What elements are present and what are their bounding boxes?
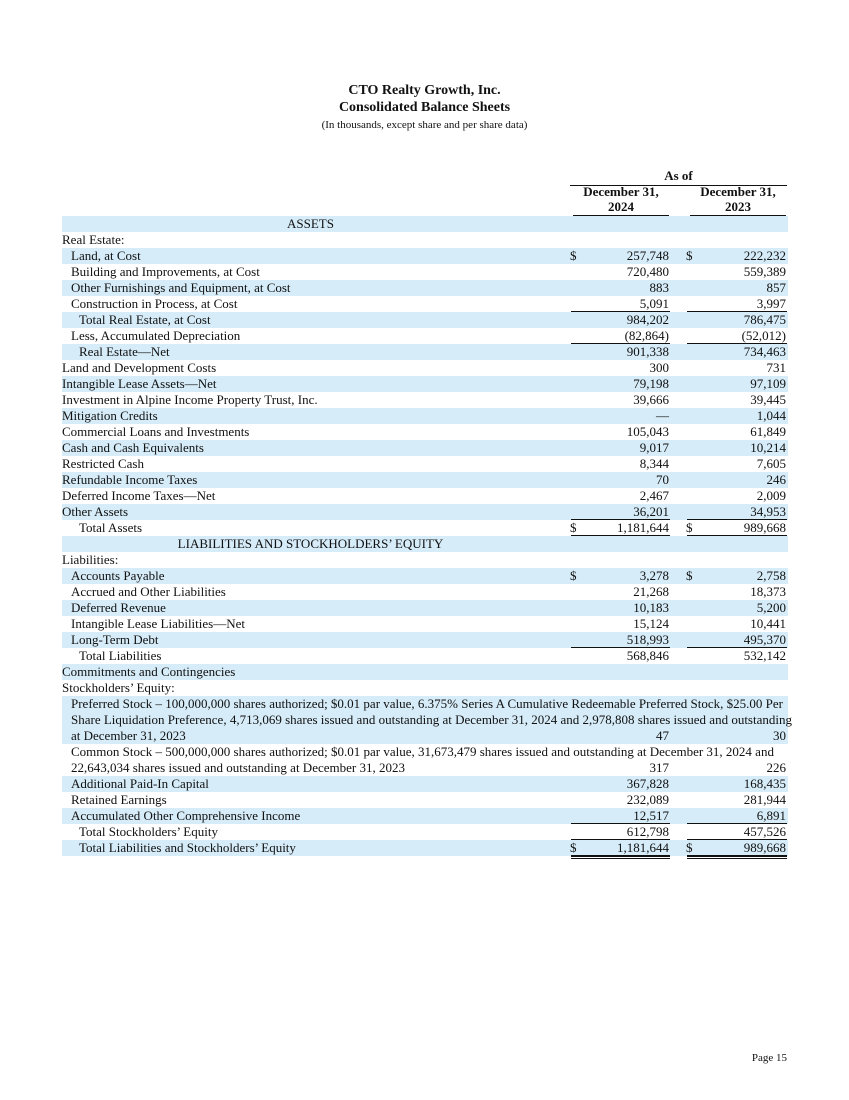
column-header-2023: December 31, 2023 [690, 184, 786, 217]
value-2023: 281,944 [743, 792, 786, 807]
value-2023: 989,668 [743, 840, 786, 855]
table-row [62, 280, 788, 296]
row-label: Real Estate—Net [79, 344, 170, 359]
row-label: Intangible Lease Liabilities—Net [71, 616, 245, 631]
value-2023: 18,373 [750, 584, 786, 599]
value-2024: 1,181,644 [617, 520, 669, 535]
value-2024: — [656, 408, 669, 423]
value-2024: 21,268 [633, 584, 669, 599]
row-label: Common Stock – 500,000,000 shares authorized; $0.01 par value, 31,673,479 shares issued and outstanding at December 31, 2024 and 22,643,034 shares issued and outstanding at December 31, 2023 [71, 744, 774, 775]
table-row [62, 472, 788, 488]
value-2023: 168,435 [743, 776, 786, 791]
value-2024: 518,993 [626, 632, 669, 647]
row-label: Other Furnishings and Equipment, at Cost [71, 280, 291, 295]
row-label: Commitments and Contingencies [62, 664, 236, 679]
value-2023: 30 [773, 728, 786, 743]
value-2023: 2,009 [756, 488, 786, 503]
table-row [62, 328, 788, 344]
table-row [62, 264, 788, 280]
value-2024: (82,864) [624, 328, 669, 343]
section-title: ASSETS [287, 216, 334, 231]
value-2023: 97,109 [750, 376, 786, 391]
currency-symbol: $ [570, 568, 577, 583]
table-row [62, 312, 788, 328]
table-row [62, 808, 788, 824]
value-2024: 257,748 [626, 248, 669, 263]
table-row [62, 600, 788, 616]
value-2024: 47 [656, 728, 669, 743]
table-row [62, 232, 788, 248]
row-label: Investment in Alpine Income Property Trust, Inc. [62, 392, 318, 407]
value-2023: 226 [766, 760, 786, 775]
value-2023: (52,012) [741, 328, 786, 343]
row-label: Liabilities: [62, 552, 119, 567]
row-label: Total Real Estate, at Cost [79, 312, 211, 327]
row-label: Stockholders’ Equity: [62, 680, 175, 695]
value-2023: 6,891 [756, 808, 786, 823]
row-label: Additional Paid-In Capital [71, 776, 209, 791]
row-label: Cash and Cash Equivalents [62, 440, 204, 455]
row-label: Mitigation Credits [62, 408, 158, 423]
currency-symbol: $ [686, 568, 693, 583]
table-row [62, 744, 788, 776]
table-row [62, 408, 788, 424]
currency-symbol: $ [686, 248, 693, 263]
section-header-row [62, 536, 788, 552]
row-label: Commercial Loans and Investments [62, 424, 250, 439]
value-2023: 5,200 [756, 600, 786, 615]
table-row [62, 248, 788, 264]
value-2023: 457,526 [743, 824, 786, 839]
value-2023: 10,441 [750, 616, 786, 631]
row-label: Intangible Lease Assets—Net [62, 376, 217, 391]
value-2024: 317 [649, 760, 669, 775]
value-2023: 1,044 [756, 408, 786, 423]
value-2023: 857 [766, 280, 786, 295]
value-2023: 731 [766, 360, 786, 375]
value-2023: 2,758 [756, 568, 786, 583]
value-2023: 495,370 [743, 632, 786, 647]
currency-symbol: $ [686, 520, 693, 535]
table-row [62, 552, 788, 568]
row-label: Accumulated Other Comprehensive Income [71, 808, 301, 823]
page-number: Page 15 [751, 1052, 787, 1064]
value-2023: 34,953 [750, 504, 786, 519]
table-row [62, 792, 788, 808]
row-label: Other Assets [62, 504, 129, 519]
currency-symbol: $ [570, 840, 577, 855]
table-row [62, 440, 788, 456]
table-row [62, 648, 788, 664]
row-label: Deferred Income Taxes—Net [62, 488, 216, 503]
value-2023: 10,214 [750, 440, 786, 455]
currency-symbol: $ [570, 248, 577, 263]
table-row [62, 840, 788, 856]
row-label: Construction in Process, at Cost [71, 296, 238, 311]
row-label: Refundable Income Taxes [62, 472, 198, 487]
value-2024: 901,338 [626, 344, 669, 359]
section-header-row [62, 216, 788, 232]
value-2024: 70 [656, 472, 669, 487]
value-2023: 734,463 [743, 344, 786, 359]
row-label: Land, at Cost [71, 248, 141, 263]
value-2024: 105,043 [626, 424, 669, 439]
value-2024: 883 [649, 280, 669, 295]
row-label: Long-Term Debt [71, 632, 159, 647]
table-row [62, 488, 788, 504]
double-underline [571, 856, 670, 859]
company-name: CTO Realty Growth, Inc. [348, 83, 501, 98]
row-label: Total Liabilities [79, 648, 162, 663]
column-header-2024: December 31, 2024 [573, 184, 669, 217]
value-2024: 300 [649, 360, 669, 375]
table-row [62, 296, 788, 312]
value-2024: 10,183 [633, 600, 669, 615]
section-title: LIABILITIES AND STOCKHOLDERS’ EQUITY [177, 536, 444, 551]
table-row [62, 456, 788, 472]
balance-sheet-table [62, 216, 792, 856]
row-label: Accounts Payable [71, 568, 165, 583]
table-row [62, 344, 788, 360]
value-2023: 61,849 [750, 424, 786, 439]
row-label: Less, Accumulated Depreciation [71, 328, 241, 343]
row-label: Land and Development Costs [62, 360, 217, 375]
table-row [62, 664, 788, 680]
table-row [62, 376, 788, 392]
table-row [62, 424, 788, 440]
as-of-header: As of [570, 168, 787, 186]
table-row [62, 680, 788, 696]
row-label: Total Liabilities and Stockholders’ Equity [79, 840, 296, 855]
value-2023: 532,142 [743, 648, 786, 663]
value-2024: 3,278 [639, 568, 669, 583]
double-underline [687, 856, 787, 859]
row-label: Restricted Cash [62, 456, 144, 471]
value-2024: 8,344 [639, 456, 669, 471]
table-row [62, 392, 788, 408]
value-2023: 989,668 [743, 520, 786, 535]
value-2023: 7,605 [756, 456, 786, 471]
table-row [62, 616, 788, 632]
table-row [62, 632, 788, 648]
value-2024: 12,517 [633, 808, 669, 823]
value-2024: 612,798 [626, 824, 669, 839]
value-2024: 232,089 [626, 792, 669, 807]
table-row [62, 584, 788, 600]
value-2024: 79,198 [633, 376, 669, 391]
value-2024: 720,480 [626, 264, 669, 279]
value-2024: 367,828 [626, 776, 669, 791]
table-row [62, 504, 788, 520]
value-2024: 568,846 [626, 648, 669, 663]
row-label: Deferred Revenue [71, 600, 166, 615]
value-2024: 36,201 [633, 504, 669, 519]
value-2024: 984,202 [626, 312, 669, 327]
currency-symbol: $ [686, 840, 693, 855]
row-label: Total Assets [79, 520, 143, 535]
value-2023: 559,389 [743, 264, 786, 279]
statement-title: Consolidated Balance Sheets [338, 100, 511, 115]
value-2024: 9,017 [639, 440, 669, 455]
value-2024: 5,091 [639, 296, 669, 311]
currency-symbol: $ [570, 520, 577, 535]
value-2023: 246 [766, 472, 786, 487]
value-2023: 3,997 [756, 296, 786, 311]
value-2023: 222,232 [743, 248, 786, 263]
row-label: Accrued and Other Liabilities [71, 584, 226, 599]
table-row [62, 824, 788, 840]
value-2024: 15,124 [633, 616, 669, 631]
row-label: Building and Improvements, at Cost [71, 264, 260, 279]
table-row [62, 520, 788, 536]
value-2024: 1,181,644 [617, 840, 669, 855]
table-row [62, 776, 788, 792]
value-2024: 2,467 [639, 488, 669, 503]
row-label: Preferred Stock – 100,000,000 shares authorized; $0.01 par value, 6.375% Series A Cumulative Redeemable Preferred Stock, $25.00 Per Share Liquidation Preference, 4,713,069 shares issued and outstanding at December 31, 2024 and 2,978,808 shares issued and outstanding at December 31, 2023 [71, 696, 792, 743]
table-row [62, 568, 788, 584]
value-2024: 39,666 [633, 392, 669, 407]
row-label: Retained Earnings [71, 792, 167, 807]
value-2023: 786,475 [743, 312, 786, 327]
row-label: Total Stockholders’ Equity [79, 824, 218, 839]
statement-subtitle: (In thousands, except share and per share data) [321, 119, 528, 131]
table-row [62, 696, 792, 744]
row-label: Real Estate: [62, 232, 125, 247]
table-row [62, 360, 788, 376]
value-2023: 39,445 [750, 392, 786, 407]
